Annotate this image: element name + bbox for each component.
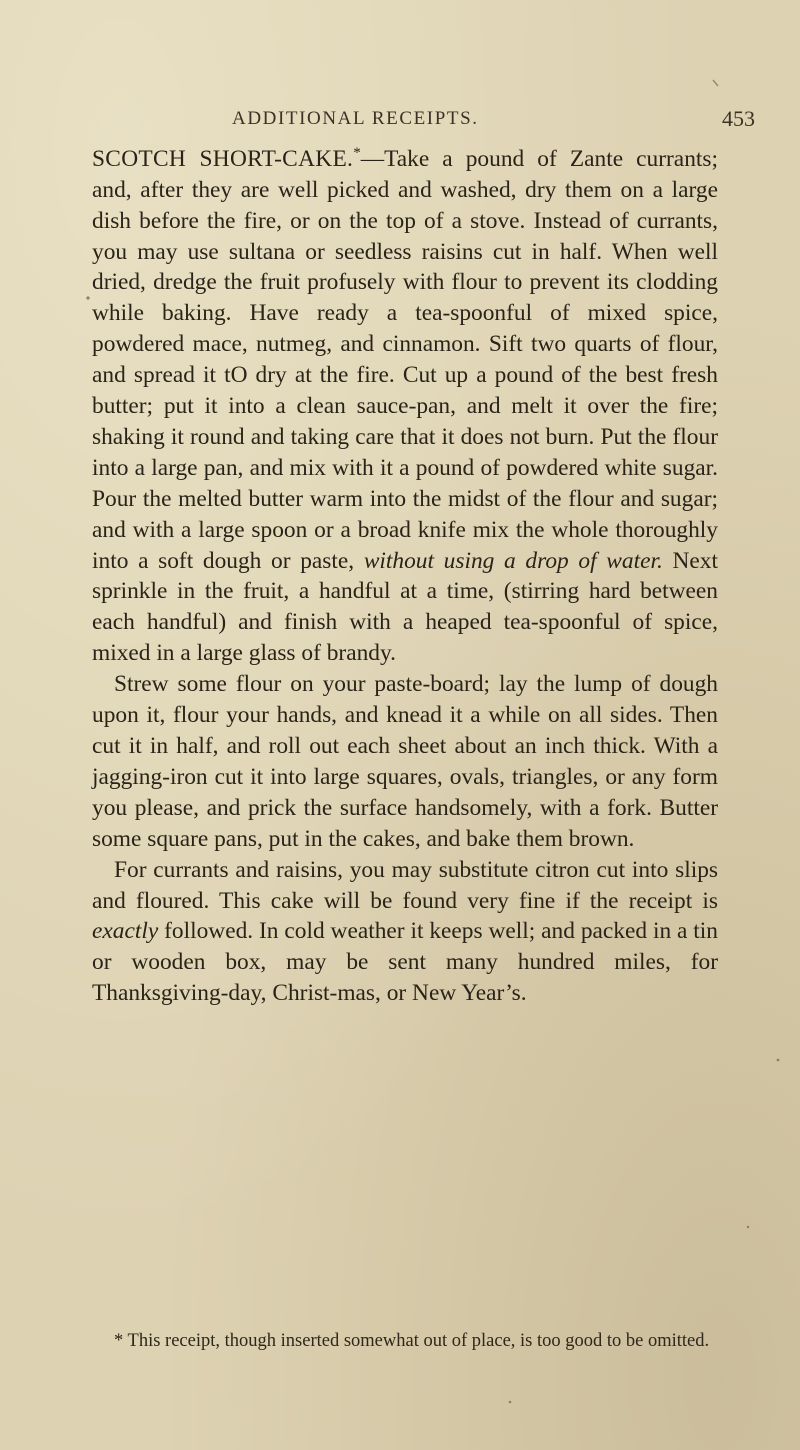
paper-mark	[713, 80, 718, 86]
paragraph-1-text: —Take a pound of Zante currants; and, after they are well picked and washed, dry them on a large dish before the fire, or on the top of a stove. Instead of currants, you may use sultana or seedless raisins cut in half. When well dried, dredge the fruit profusely with flour to prevent its clodding while baking. Have ready a tea-spoonful of mixed spice, powdered mace, nutmeg, and cinnamon. Sift two quarts of flour, and spread it tO dry at the fire. Cut up a pound of the best fresh butter; put it into a clean sauce-pan, and melt it over the fire; shaking it round and taking care that it does not burn. Put the flour into a large pan, and mix with it a pound of powdered white sugar. Pour the melted butter warm into the midst of the flour and sugar; and with a large spoon or a broad knife mix the whole thoroughly into a soft dough or paste,	[92, 145, 718, 574]
footnote-marker: *	[353, 145, 361, 161]
paragraph-1-emphasis: without using a drop of water.	[363, 547, 663, 574]
recipe-paragraph-2: Strew some flour on your paste-board; lay the lump of dough upon it, flour your hands, and knead it a while on all sides. Then cut it in half, and roll out each sheet about an inch thick. With a jagging-iron cut it into large squares, ovals, triangles, or any form you please, and prick the surface handsomely, with a fork. Butter some square pans, put in the cakes, and bake them brown.	[92, 671, 718, 852]
paragraph-1-text-end: Next sprinkle in the fruit, a handful at a time, (stirring hard between each handful) and finish with a heaped tea-spoonful of spice, mixed in a large glass of brandy.	[92, 547, 718, 667]
paragraph-3-emphasis: exactly	[92, 918, 159, 945]
paper-speck	[86, 296, 89, 299]
paragraph-3-text-end: followed. In cold weather it keeps well; and packed in a tin or wooden box, may be sent many hundred miles, for Thanksgiving-day, Christ-mas, or New Year’s.	[92, 918, 718, 1007]
paper-speck	[509, 1401, 512, 1404]
recipe-paragraph-1	[92, 138, 718, 669]
recipe-paragraph-3	[92, 855, 718, 1010]
paper-speck	[747, 1226, 749, 1228]
recipe-body	[92, 138, 718, 1009]
footnote: * This receipt, though inserted somewhat out of place, is too good to be omitted.	[114, 1330, 710, 1351]
page-number: 453	[722, 106, 755, 131]
recipe-title: SCOTCH SHORT-CAKE.	[92, 145, 354, 172]
running-head	[0, 108, 800, 138]
paragraph-3-text: For currants and raisins, you may substitute citron cut into slips and floured. This cake will be found very fine if the receipt is	[92, 856, 718, 914]
running-title: ADDITIONAL RECEIPTS.	[232, 108, 479, 129]
paper-speck	[777, 1059, 780, 1062]
